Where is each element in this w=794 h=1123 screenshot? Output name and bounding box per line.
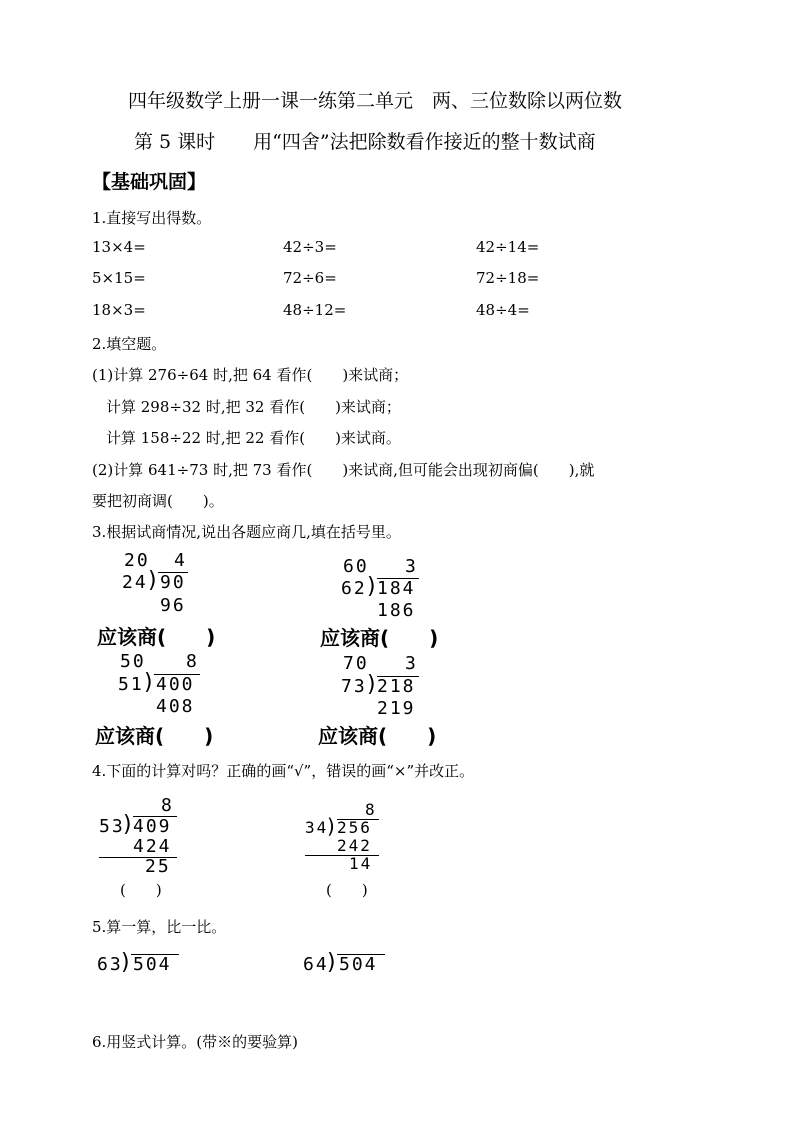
calc-item: 72÷6= (283, 269, 337, 287)
trial-hint: 20 (124, 550, 150, 571)
question-1-label: 1.直接写出得数。 (92, 209, 212, 227)
product: 424 (133, 836, 172, 857)
answer-bracket[interactable]: ( ) (326, 881, 368, 899)
calc-item: 5×15= (92, 269, 146, 287)
lesson-subtitle: 第 5 课时 用“四舍”法把除数看作接近的整十数试商 (134, 131, 596, 153)
question-3-label: 3.根据试商情况,说出各题应商几,填在括号里。 (92, 523, 401, 541)
answer-prompt[interactable]: 应该商( ) (97, 625, 216, 649)
product: 408 (156, 696, 195, 717)
divisor: 62 (341, 578, 367, 599)
question-6-label: 6.用竖式计算。(带※的要验算) (92, 1033, 299, 1051)
dividend: 184 (377, 578, 416, 599)
answer-prompt[interactable]: 应该商( ) (318, 724, 437, 748)
quotient: 8 (186, 651, 199, 672)
product: 242 (337, 836, 372, 855)
dividend: 256 (337, 818, 372, 837)
product: 219 (377, 698, 416, 719)
trial-hint: 50 (120, 651, 146, 672)
answer-prompt[interactable]: 应该商( ) (320, 626, 439, 650)
divisor: 51 (118, 674, 144, 695)
divisor: 64 (303, 954, 329, 975)
divisor: 73 (341, 676, 367, 697)
divisor: 24 (122, 572, 148, 593)
calc-item: 13×4= (92, 238, 146, 256)
calc-item: 72÷18= (476, 269, 540, 287)
fill-blank-line[interactable]: (1)计算 276÷64 时,把 64 看作( )来试商； (92, 366, 409, 384)
calc-item: 48÷12= (283, 301, 347, 319)
question-2-label: 2.填空题。 (92, 335, 167, 353)
divisor: 63 (97, 954, 123, 975)
answer-prompt[interactable]: 应该商( ) (95, 724, 214, 748)
quotient: 3 (405, 653, 418, 674)
question-4-label: 4.下面的计算对吗？正确的画“√”，错误的画“×”并改正。 (92, 762, 475, 780)
divisor: 53 (99, 816, 125, 837)
quotient: 8 (161, 795, 174, 816)
remainder: 14 (349, 854, 373, 873)
calc-item: 42÷14= (476, 238, 540, 256)
trial-hint: 60 (343, 556, 369, 577)
dividend: 409 (133, 816, 172, 837)
calc-item: 42÷3= (283, 238, 337, 256)
product: 186 (377, 600, 416, 621)
quotient: 4 (174, 550, 187, 571)
question-5-label: 5.算一算，比一比。 (92, 918, 227, 936)
quotient: 8 (365, 800, 377, 819)
remainder: 25 (145, 856, 171, 877)
calc-item: 48÷4= (476, 301, 530, 319)
dividend: 504 (133, 954, 172, 975)
divisor: 34 (305, 818, 329, 837)
fill-blank-line[interactable]: (2)计算 641÷73 时,把 73 看作( )来试商,但可能会出现初商偏( ),就 (92, 461, 595, 479)
section-heading: 【基础巩固】 (92, 171, 207, 193)
dividend: 504 (339, 954, 378, 975)
fill-blank-line[interactable]: 计算 298÷32 时,把 32 看作( )来试商； (106, 398, 401, 416)
dividend: 90 (160, 572, 186, 593)
dividend: 218 (377, 676, 416, 697)
quotient: 3 (405, 556, 418, 577)
fill-blank-line[interactable]: 要把初商调( )。 (92, 492, 224, 510)
trial-hint: 70 (343, 653, 369, 674)
page-title: 四年级数学上册一课一练第二单元 两、三位数除以两位数 (128, 90, 623, 112)
fill-blank-line[interactable]: 计算 158÷22 时,把 22 看作( )来试商。 (106, 429, 401, 447)
product: 96 (160, 595, 186, 616)
calc-item: 18×3= (92, 301, 146, 319)
answer-bracket[interactable]: ( ) (120, 881, 162, 899)
dividend: 400 (156, 674, 195, 695)
